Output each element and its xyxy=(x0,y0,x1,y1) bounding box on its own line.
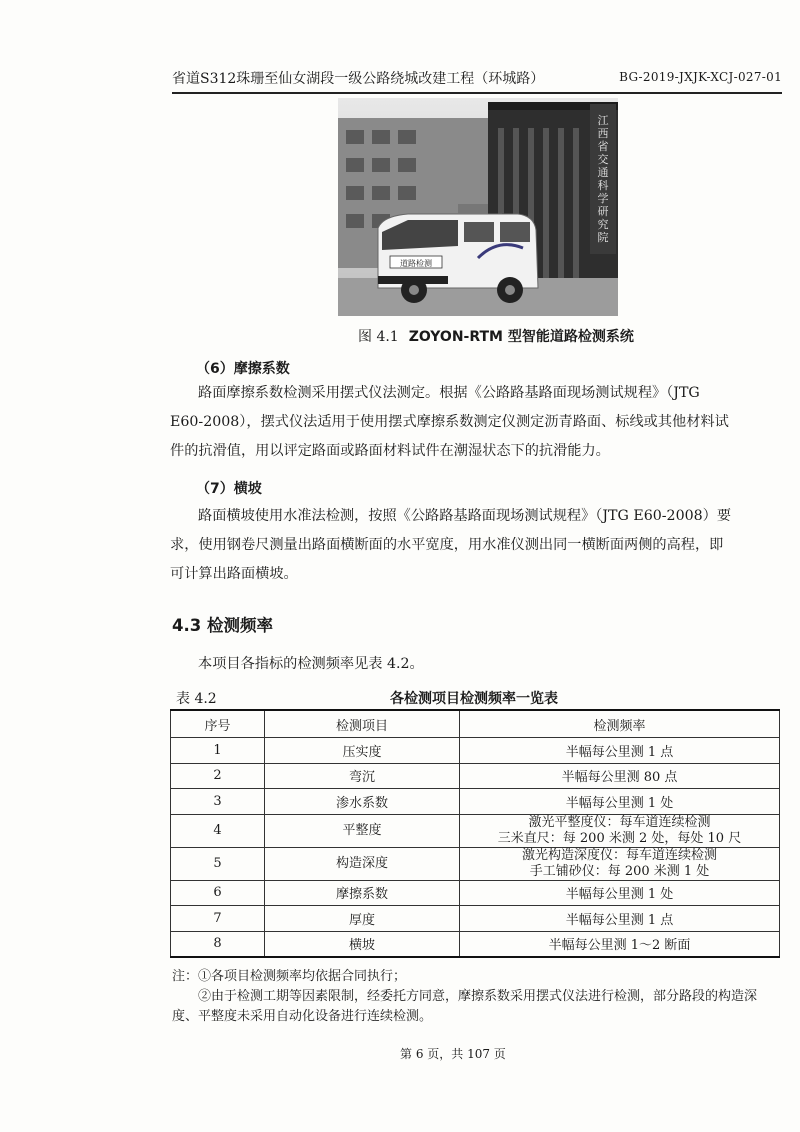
row-item: 摩擦系数 xyxy=(265,880,460,906)
row-number: 8 xyxy=(171,931,265,957)
frequency-table xyxy=(170,709,780,958)
table-notes xyxy=(172,967,782,1027)
row-frequency xyxy=(460,814,780,847)
frequency-line: 激光构造深度仪：每车道连续检测 xyxy=(521,847,717,863)
row-frequency: 半幅每公里测 1 点 xyxy=(460,738,780,764)
paragraph-line: 路面横坡使用水准法检测，按照《公路路基路面现场测试规程》（JTG E60-2008）要 xyxy=(198,508,732,524)
building-sign: 江西省交通科学研究院 xyxy=(597,114,609,244)
table-row xyxy=(171,847,780,880)
row-frequency: 半幅每公里测 1 点 xyxy=(460,906,780,932)
frequency-line: 激光平整度仪：每车道连续检测 xyxy=(528,814,711,830)
table-row xyxy=(171,763,780,789)
table-row xyxy=(171,814,780,847)
row-item: 渗水系数 xyxy=(265,789,460,815)
row-item: 压实度 xyxy=(265,738,460,764)
row-number: 6 xyxy=(171,880,265,906)
row-number: 3 xyxy=(171,789,265,815)
project-title: 省道S312珠珊至仙女湖段一级公路绕城改建工程（环城路） xyxy=(172,71,545,87)
page-header xyxy=(172,66,782,94)
table-row xyxy=(171,789,780,815)
frequency-line: 三米直尺：每 200 米测 2 处，每处 10 尺 xyxy=(497,830,742,846)
paragraph-line: 件的抗滑值，用以评定路面或路面材料试件在潮湿状态下的抗滑能力。 xyxy=(170,443,610,459)
table-title: 各检测项目检测频率一览表 xyxy=(390,691,558,707)
page-number: 第 6 页，共 107 页 xyxy=(400,1047,506,1061)
figure-title: ZOYON-RTM 型智能道路检测系统 xyxy=(408,329,634,345)
row-item: 构造深度 xyxy=(265,847,460,880)
paragraph-line: 可计算出路面横坡。 xyxy=(170,566,298,582)
row-item: 弯沉 xyxy=(265,763,460,789)
inspection-vehicle-photo xyxy=(338,98,618,316)
paragraph-line: 路面摩擦系数检测采用摆式仪法测定。根据《公路路基路面现场测试规程》（JTG xyxy=(198,385,700,401)
subsection-heading-cross-slope: （7）横坡 xyxy=(196,481,262,497)
row-item: 平整度 xyxy=(265,814,460,847)
row-frequency: 半幅每公里测 1 处 xyxy=(460,789,780,815)
vehicle-label: 道路检测 xyxy=(400,259,432,268)
paragraph-cross-slope xyxy=(170,502,782,589)
column-header: 检测频率 xyxy=(460,710,780,738)
row-frequency: 半幅每公里测 1 处 xyxy=(460,880,780,906)
row-number: 2 xyxy=(171,763,265,789)
subsection-heading-friction: （6）摩擦系数 xyxy=(196,361,290,377)
note-line: 注：①各项目检测频率均依据合同执行； xyxy=(172,969,407,984)
table-label: 表 4.2 xyxy=(176,691,217,707)
table-row xyxy=(171,738,780,764)
row-item: 横坡 xyxy=(265,931,460,957)
row-number: 7 xyxy=(171,906,265,932)
figure-number: 图 4.1 xyxy=(358,329,399,345)
row-number: 5 xyxy=(171,847,265,880)
intro-line: 本项目各指标的检测频率见表 4.2。 xyxy=(198,656,424,672)
row-frequency: 半幅每公里测 1～2 断面 xyxy=(460,931,780,957)
row-frequency xyxy=(460,847,780,880)
table-row xyxy=(171,931,780,957)
figure-caption xyxy=(358,326,634,346)
table-row xyxy=(171,880,780,906)
column-header: 检测项目 xyxy=(265,710,460,738)
row-frequency: 半幅每公里测 80 点 xyxy=(460,763,780,789)
row-number: 4 xyxy=(171,814,265,847)
report-number: BG-2019-JXJK-XCJ-027-01 xyxy=(619,70,782,84)
section-heading: 4.3 检测频率 xyxy=(172,616,273,635)
row-item: 厚度 xyxy=(265,906,460,932)
paragraph-line: E60-2008），摆式仪法适用于使用摆式摩擦系数测定仪测定沥青路面、标线或其他材料试 xyxy=(170,414,729,430)
frequency-line: 手工铺砂仪：每 200 米测 1 处 xyxy=(529,863,710,879)
paragraph-friction xyxy=(170,379,782,466)
row-number: 1 xyxy=(171,738,265,764)
table-header-row xyxy=(171,710,780,738)
paragraph-line: 求，使用钢卷尺测量出路面横断面的水平宽度，用水准仪测出同一横断面两侧的高程，即 xyxy=(170,537,724,553)
note-line: ②由于检测工期等因素限制，经委托方同意，摩擦系数采用摆式仪法进行检测，部分路段的构造深 xyxy=(198,989,758,1004)
table-row xyxy=(171,906,780,932)
column-header: 序号 xyxy=(171,710,265,738)
section-intro xyxy=(170,650,782,679)
note-line: 度、平整度未采用自动化设备进行连续检测。 xyxy=(172,1009,433,1024)
